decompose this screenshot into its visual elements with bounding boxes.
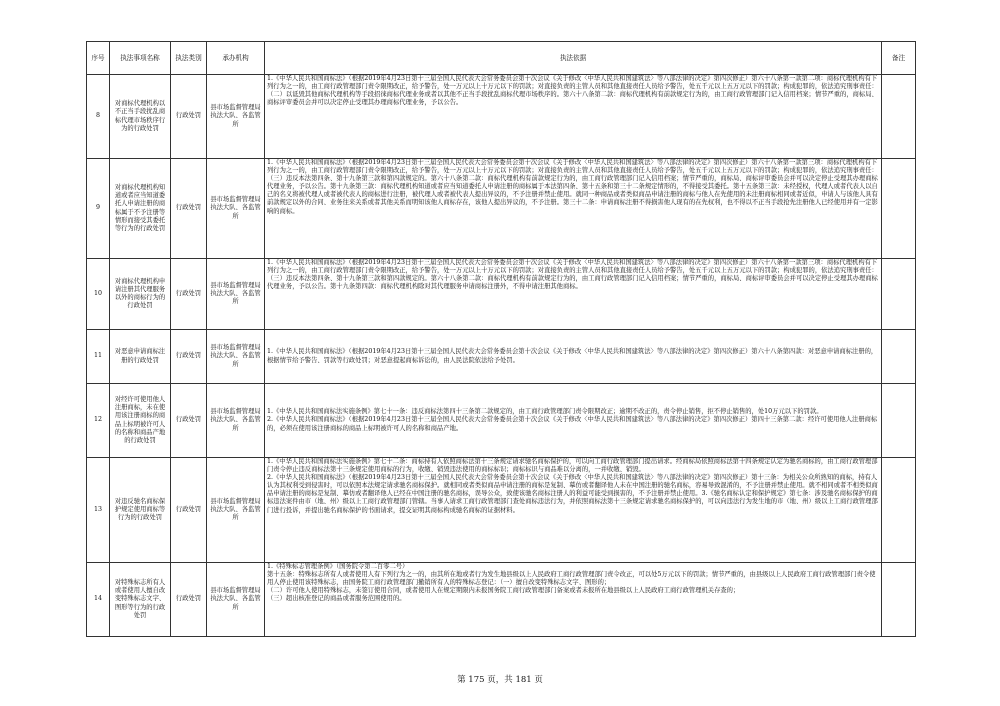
row-serial: 13 bbox=[87, 458, 110, 563]
row-category: 行政处罚 bbox=[171, 330, 207, 384]
basis-paragraph: 第十五条：特殊标志所有人或者使用人有下列行为之一的，由其所在地或者行为发生地县级以上人民政府工商行政管理部门责令改正，可以处5万元以下的罚款；情节严重的，由县级以上人民政府工商行政管理部门责令使用人停止使用该特殊标志，由国务院工商行政管理部门撤销所有人的特殊标志登记：（一）擅自改变特殊标志文字、图形的； bbox=[267, 571, 876, 587]
row-note bbox=[882, 563, 916, 637]
basis-paragraph: 1.《特殊标志管理条例》（国务院令第二百零二号） bbox=[267, 563, 409, 570]
row-category: 行政处罚 bbox=[171, 259, 207, 330]
basis-paragraph: 1.《中华人民共和国商标法》（根据2019年4月23日第十三届全国人民代表大会常务委员会第十次会议《关于修改〈中华人民共和国建筑法〉等八部法律的决定》第四次修正）第六十八条第一款第三项：商标代理机构有下列行为之一的，由工商行政管理部门责令限期改正，给予警告，处一万元以上十万元以下的罚款；对直接负责的主管人员和其他直接责任人员给予警告，处五千元以上五万元以下的罚款；构成犯罪的，依法追究刑事责任：（三）违反本法第四条、第十九条第三款和第四款规定的。第六十八条第二款：商标代理机构有前款规定行为的，由工商行政管理部门记入信用档案；情节严重的，商标局、商标评审委员会并可以决定停止受理其办理商标代理业务，予以公告。第十九条第三款：商标代理机构知道或者应当知道委托人申请注册的商标属于本法第四条、第十五条和第三十二条规定情形的，不得接受其委托。第十五条第三款：未经授权，代理人或者代表人以自己的名义将被代理人或者被代表人的商标进行注册，被代理人或者被代表人提出异议的，不予注册并禁止使用。就同一种商品或者类似商品申请注册的商标与他人在先使用的未注册商标相同或者近似，申请人与该他人具有前款规定以外的合同、业务往来关系或者其他关系而明知该他人商标存在，该他人提出异议的，不予注册。第三十二条：申请商标注册不得损害他人现有的在先权利，也不得以不正当手段抢先注册他人已经使用并有一定影响的商标。 bbox=[267, 159, 878, 215]
row-agency: 县市场监督管理局执法大队、各监管所 bbox=[207, 330, 265, 384]
basis-paragraph: 1.《中华人民共和国商标法》（根据2019年4月23日第十三届全国人民代表大会常务委员会第十次会议《关于修改〈中华人民共和国建筑法〉等八部法律的决定》第四次修正）第六十八条第四款：对恶意申请商标注册的，根据情节给予警告、罚款等行政处罚；对恶意提起商标诉讼的，由人民法院依法给予处罚。 bbox=[267, 348, 878, 364]
basis-paragraph: 1.《中华人民共和国商标法实施条例》第七十二条：商标持有人依照商标法第十三条规定请求驰名商标保护的，可以向工商行政管理部门提出请求。经商标局依照商标法第十四条规定认定为驰名商标的，由工商行政管理部门责令停止违反商标法第十三条规定使用商标的行为，收缴、销毁违法使用的商标标识；商标标识与商品难以分离的，一并收缴、销毁。 bbox=[267, 458, 878, 474]
row-note bbox=[882, 159, 916, 259]
table-header-row bbox=[87, 42, 916, 75]
enforcement-table bbox=[86, 41, 916, 637]
table-row bbox=[87, 330, 916, 384]
basis-paragraph: 1.《中华人民共和国商标法》（根据2019年4月23日第十三届全国人民代表大会常务委员会第十次会议《关于修改〈中华人民共和国建筑法〉等八部法律的决定》第四次修正）第六十八条第一款第二项：商标代理机构有下列行为之一的，由工商行政管理部门责令限期改正，给予警告，处一万元以上十万元以下的罚款；对直接负责的主管人员和其他直接责任人员给予警告，处五千元以上五万元以下的罚款；构成犯罪的，依法追究刑事责任：（二）以诋毁其他商标代理机构等手段招徕商标代理业务或者以其他不正当手段扰乱商标代理市场秩序的。第六十八条第二款：商标代理机构有前款规定行为的，由工商行政管理部门记入信用档案；情节严重的，商标局、商标评审委员会并可以决定停止受理其办理商标代理业务，予以公告。 bbox=[267, 75, 878, 107]
header-note: 备注 bbox=[882, 42, 916, 75]
row-category: 行政处罚 bbox=[171, 159, 207, 259]
row-note bbox=[882, 330, 916, 384]
row-basis bbox=[265, 458, 882, 563]
row-serial: 12 bbox=[87, 384, 110, 458]
row-item-name: 对商标代理机构以不正当手段扰乱商标代理市场秩序行为的行政处罚 bbox=[110, 75, 171, 159]
row-basis bbox=[265, 75, 882, 159]
basis-paragraph: 2.《中华人民共和国商标法》（根据2019年4月23日第十三届全国人民代表大会常务委员会第十次会议《关于修改〈中华人民共和国建筑法〉等八部法律的决定》第四次修正）第四十三条第二款：经许可使用他人注册商标的，必须在使用该注册商标的商品上标明被许可人的名称和商品产地。 bbox=[267, 416, 878, 432]
row-category: 行政处罚 bbox=[171, 75, 207, 159]
row-item-name: 对特殊标志所有人或者使用人擅自改变特殊标志文字、图形等行为的行政处罚 bbox=[110, 563, 171, 637]
basis-paragraph: （三）超出核准登记的商品或者服务范围使用的。 bbox=[267, 595, 406, 603]
row-basis bbox=[265, 330, 882, 384]
row-agency: 县市场监督管理局执法大队、各监管所 bbox=[207, 384, 265, 458]
row-agency: 县市场监督管理局执法大队、各监管所 bbox=[207, 563, 265, 637]
header-serial: 序号 bbox=[87, 42, 110, 75]
table-row bbox=[87, 75, 916, 159]
row-item-name: 对商标代理机构知道或者应当知道委托人申请注册的商标属于不予注册等情形而接受其委托等行为的行政处罚 bbox=[110, 159, 171, 259]
row-item-name: 对商标代理机构申请注册其代理服务以外的商标行为的行政处罚 bbox=[110, 259, 171, 330]
row-category: 行政处罚 bbox=[171, 458, 207, 563]
row-basis bbox=[265, 563, 882, 637]
row-item-name: 对经许可使用他人注册商标，未在使用该注册商标的商品上标明被许可人的名称和商品产地的行政处罚 bbox=[110, 384, 171, 458]
row-serial: 11 bbox=[87, 330, 110, 384]
row-category: 行政处罚 bbox=[171, 384, 207, 458]
row-category: 行政处罚 bbox=[171, 563, 207, 637]
basis-paragraph: 1.《中华人民共和国商标法》（根据2019年4月23日第十三届全国人民代表大会常务委员会第十次会议《关于修改〈中华人民共和国建筑法〉等八部法律的决定》第四次修正）第六十八条第一款第三项：商标代理机构有下列行为之一的，由工商行政管理部门责令限期改正，给予警告，处一万元以上十万元以下的罚款；对直接负责的主管人员和其他直接责任人员给予警告，处五千元以上五万元以下的罚款；构成犯罪的，依法追究刑事责任：（三）违反本法第四条、第十九条第三款和第四款规定的。第六十八条第二款：商标代理机构有前款规定行为的，由工商行政管理部门记入信用档案；情节严重的，商标局、商标评审委员会并可以决定停止受理其办理商标代理业务，予以公告。第十九条第四款：商标代理机构除对其代理服务申请商标注册外，不得申请注册其他商标。 bbox=[267, 259, 878, 291]
basis-paragraph: （二）许可他人使用特殊标志，未签订使用合同，或者使用人在规定期限内未报国务院工商行政管理部门备案或者未报所在地县级以上人民政府工商行政管理机关存查的； bbox=[267, 587, 740, 595]
table-row bbox=[87, 458, 916, 563]
row-item-name: 对违反驰名商标保护规定使用商标等行为的行政处罚 bbox=[110, 458, 171, 563]
row-note bbox=[882, 458, 916, 563]
header-basis: 执法依据 bbox=[265, 42, 882, 75]
row-basis bbox=[265, 159, 882, 259]
header-agency: 承办机构 bbox=[207, 42, 265, 75]
row-agency: 县市场监督管理局执法大队、各监管所 bbox=[207, 458, 265, 563]
table-row bbox=[87, 159, 916, 259]
row-agency: 县市场监督管理局执法大队、各监管所 bbox=[207, 75, 265, 159]
row-item-name: 对恶意申请商标注册的行政处罚 bbox=[110, 330, 171, 384]
table-row bbox=[87, 384, 916, 458]
header-item-name: 执法事项名称 bbox=[110, 42, 171, 75]
row-serial: 8 bbox=[87, 75, 110, 159]
table-row bbox=[87, 259, 916, 330]
row-note bbox=[882, 384, 916, 458]
row-note bbox=[882, 75, 916, 159]
row-note bbox=[882, 259, 916, 330]
page-number-footer: 第 175 页，共 181 页 bbox=[457, 675, 543, 685]
row-agency: 县市场监督管理局执法大队、各监管所 bbox=[207, 259, 265, 330]
basis-paragraph: 1.《中华人民共和国商标法实施条例》第七十一条：违反商标法第四十三条第二款规定的，由工商行政管理部门责令限期改正；逾期不改正的，责令停止销售，拒不停止销售的，处10万元以下的罚款。 bbox=[267, 408, 823, 416]
table-row bbox=[87, 563, 916, 637]
row-serial: 9 bbox=[87, 159, 110, 259]
row-agency: 县市场监督管理局执法大队、各监管所 bbox=[207, 159, 265, 259]
row-serial: 14 bbox=[87, 563, 110, 637]
basis-paragraph: 2.《中华人民共和国商标法》（根据2019年4月23日第十三届全国人民代表大会常务委员会第十次会议《关于修改〈中华人民共和国建筑法〉等八部法律的决定》第四次修正）第十三条：为相关公众所熟知的商标，持有人认为其权利受到侵害时，可以依照本法规定请求驰名商标保护。就相同或者类似商品申请注册的商标是复制、摹仿或者翻译他人未在中国注册的驰名商标，容易导致混淆的，不予注册并禁止使用。就不相同或者不相类似商品申请注册的商标是复制、摹仿或者翻译他人已经在中国注册的驰名商标，误导公众，致使该驰名商标注册人的利益可能受到损害的，不予注册并禁止使用。3.《驰名商标认定和保护规定》第七条：涉及驰名商标保护的商标违法案件由市（地、州）级以上工商行政管理部门管辖。当事人请求工商行政管理部门查处商标违法行为，并依照商标法第十三条规定请求驰名商标保护的，可以向违法行为发生地的市（地、州）级以上工商行政管理部门进行投诉，并提出驰名商标保护的书面请求，提交证明其商标构成驰名商标的证据材料。 bbox=[267, 474, 878, 514]
header-category: 执法类别 bbox=[171, 42, 207, 75]
row-basis bbox=[265, 259, 882, 330]
row-serial: 10 bbox=[87, 259, 110, 330]
row-basis bbox=[265, 384, 882, 458]
